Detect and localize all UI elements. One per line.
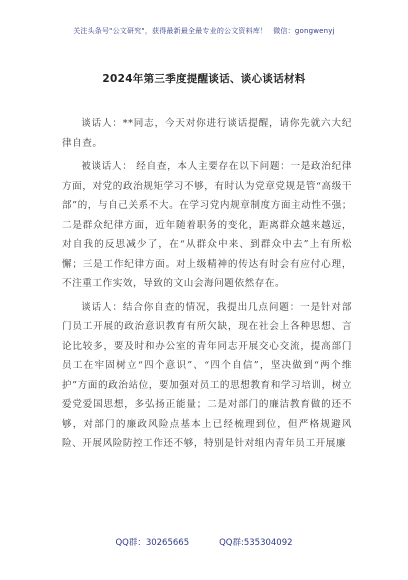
paragraph-interviewer-opening: 谈话人：**同志，今天对你进行谈话提醒，请你先就六大纪律自查。 <box>62 118 352 149</box>
banner-follow-text: 关注头条号"公文研究"，获得最新最全最专业的公文资料库！ <box>73 27 268 35</box>
footer-qq-group-1: QQ群：30265665 <box>115 538 190 548</box>
document-title: 2024年第三季度提醒谈话、谈心谈话材料 <box>102 73 306 85</box>
header-banner <box>0 26 408 36</box>
banner-wechat: 微信：gongwenyj <box>273 27 335 35</box>
footer-qq-group-2: QQ群:535304092 <box>219 538 293 548</box>
footer-qq-groups <box>0 536 408 548</box>
paragraph-interviewee-self-check: 被谈话人： 经自查，本人主要存在以下问题：一是政治纪律方面，对党的政治规矩学习不够，有时认为党章党规是管“高级干部”的，与自己关系不大。在学习党内规章制度方面主动性不强；二是群众纪律方面，近年随着职务的变化，距离群众越来越远，对自我的反思减少了，在“从群众中来、到群众中去”上有所松懈；三是工作纪律方面。对上级精神的传达有时会有应付心理，不注重工作实效，导致的文山会海问题依然存在。 <box>62 161 352 289</box>
paragraph-interviewer-feedback: 谈话人：结合你自查的情况，我提出几点问题：一是针对部门员工开展的政治意识教育有所欠缺，现在社会上各种思想、言论比较多，要及时和办公室的青年同志开展交心交流，提高部门员工在牢固树立“四个意识”、“四个自信”，坚决做到“两个维护”方面的政治站位，要加强对员工的思想教育和学习培训，树立爱党爱国思想，多弘扬正能量；二是对部门的廉洁教育做的还不够，对部门的廉政风险点基本上已经梳理到位，但严格规避风险、开展风险防控工作还不够，特别是针对组内青年员工开展廉 <box>62 301 352 449</box>
document-body <box>62 114 352 458</box>
